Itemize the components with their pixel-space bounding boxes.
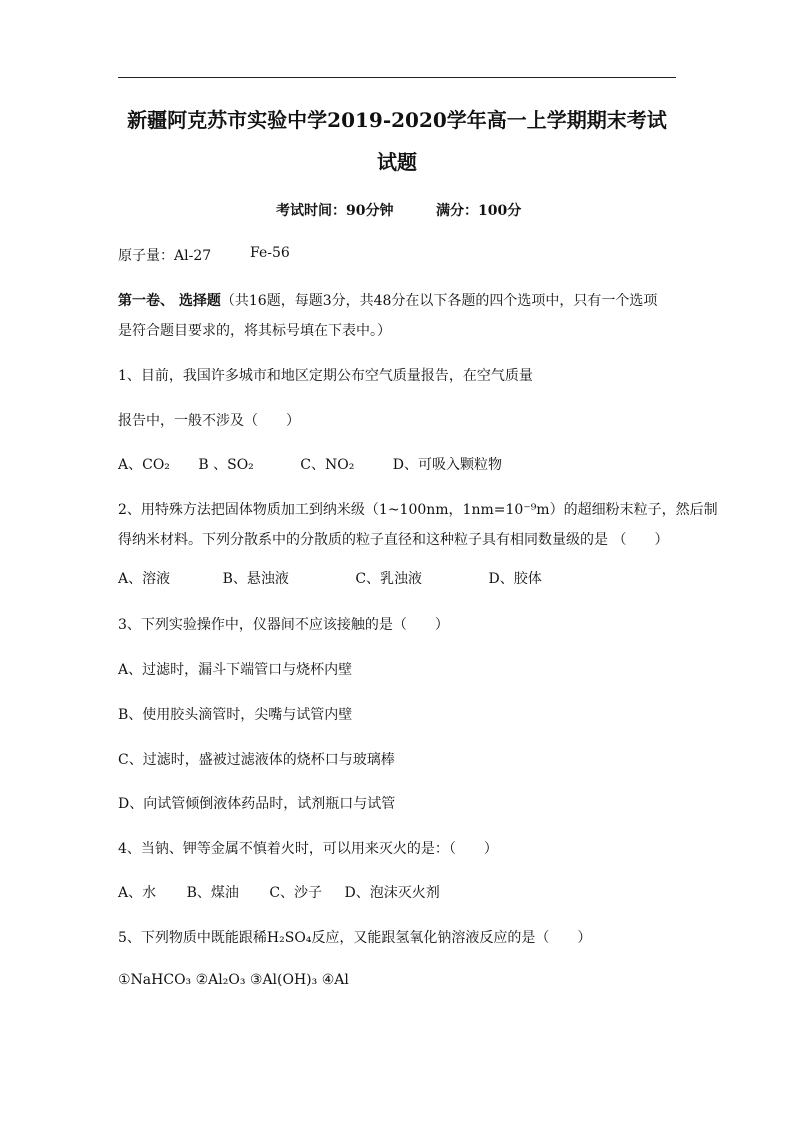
q1-option-c: C、NO₂ (300, 457, 355, 473)
q1-option-d: D、可吸入颗粒物 (392, 457, 502, 473)
q2-option-b: B、悬浊液 (222, 571, 289, 587)
q2-stem-line2: 得纳米材料。下列分散系中的分散质的粒子直径和这种粒子具有相同数量级的是 （ ） (118, 532, 669, 548)
q2-option-d: D、胶体 (488, 571, 542, 587)
exam-title-line2: 试题 (377, 150, 417, 174)
q3-option-a: A、过滤时，漏斗下端管口与烧杯内壁 (118, 662, 353, 678)
q4-stem: 4、当钠、钾等金属不慎着火时，可以用来灭火的是：（ ） (118, 841, 498, 857)
q4-option-c: C、沙子 (269, 885, 323, 901)
q2-stem-line1: 2、用特殊方法把固体物质加工到纳米级（1~100nm，1nm=10⁻⁹m）的超细粉末粒子，然后制 (118, 502, 718, 518)
q2-options (118, 568, 542, 588)
q3-option-c: C、过滤时，盛被过滤液体的烧杯口与玻璃棒 (118, 752, 395, 768)
exam-title-line1: 新疆阿克苏市实验中学2019-2020学年高一上学期期末考试 (127, 108, 667, 132)
atomic-mass-fe: Fe-56 (250, 245, 290, 261)
q5-stem: 5、下列物质中既能跟稀H₂SO₄反应，又能跟氢氧化钠溶液反应的是（ ） (118, 930, 592, 946)
q2-option-c: C、乳浊液 (355, 571, 423, 587)
q3-option-b: B、使用胶头滴管时，尖嘴与试管内壁 (118, 707, 353, 723)
q4-options (118, 882, 440, 902)
q5-items: ①NaHCO₃ ②Al₂O₃ ③Al(OH)₃ ④Al (118, 972, 349, 988)
section1-heading: 第一卷、 选择题 (118, 293, 221, 309)
q1-option-a: A、CO₂ (118, 457, 170, 473)
q4-option-b: B、煤油 (186, 885, 239, 901)
atomic-mass-al: 原子量：Al-27 (118, 248, 212, 264)
q1-stem-line1: 1、目前，我国许多城市和地区定期公布空气质量报告，在空气质量 (118, 368, 533, 384)
section1-desc2: 是符合题目要求的，将其标号填在下表中。） (118, 323, 391, 339)
full-score: 满分：100分 (436, 203, 522, 219)
q4-option-d: D、泡沫灭火剂 (344, 885, 440, 901)
q3-stem: 3、下列实验操作中，仪器间不应该接触的是（ ） (118, 617, 449, 633)
section1-desc: （共16题，每题3分，共48分在以下各题的四个选项中，只有一个选项 (220, 293, 658, 309)
exam-time: 考试时间：90分钟 (276, 203, 394, 219)
q1-options (118, 454, 502, 474)
q3-option-d: D、向试管倾倒液体药品时，试剂瓶口与试管 (118, 796, 396, 812)
q1-stem-line2: 报告中，一般不涉及（ ） (118, 413, 300, 429)
section1-line1 (118, 290, 657, 310)
header-rule (118, 77, 676, 78)
q1-option-b: B 、SO₂ (198, 457, 254, 473)
q4-option-a: A、水 (118, 885, 157, 901)
q2-option-a: A、溶液 (118, 571, 171, 587)
